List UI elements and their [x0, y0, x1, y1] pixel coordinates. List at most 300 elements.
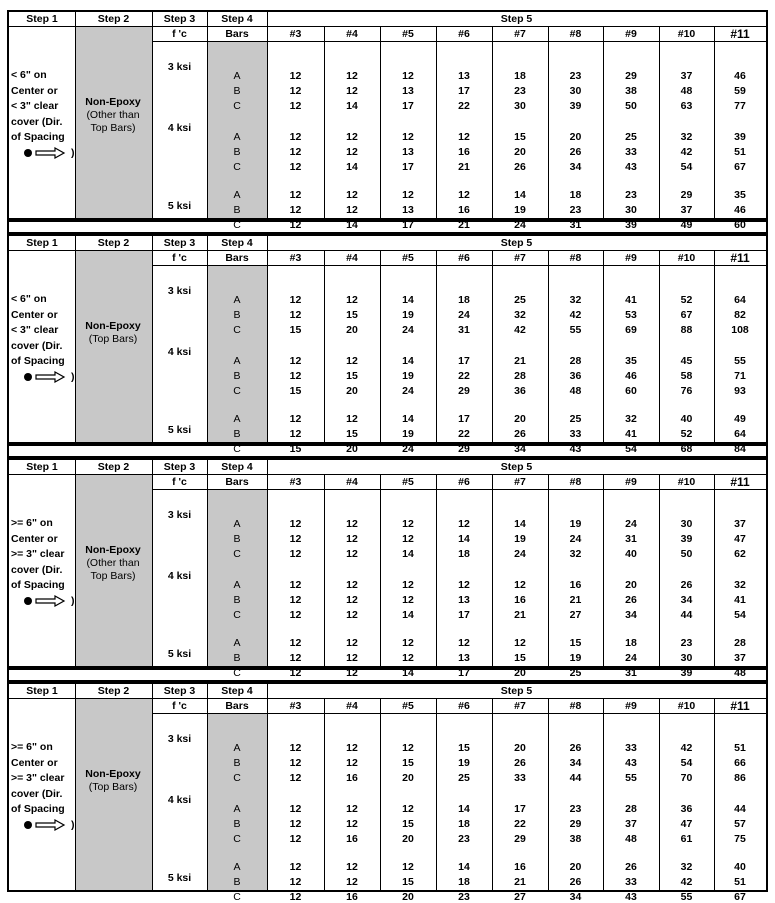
table-cell: 12: [346, 742, 358, 754]
table-section: [7, 458, 768, 679]
table-cell: 75: [734, 833, 746, 845]
table-cell: 15: [402, 818, 414, 830]
table-cell: 30: [514, 100, 526, 112]
table-cell: 13: [402, 204, 414, 216]
column-divider: [436, 27, 437, 218]
table-cell: 17: [458, 609, 470, 621]
table-cell: 32: [680, 131, 693, 143]
bar-size-header: #7: [492, 699, 548, 714]
close-paren: ): [71, 818, 75, 831]
table-cell: 14: [402, 667, 414, 679]
table-cell: 12: [346, 70, 358, 82]
table-cell: 86: [734, 772, 746, 784]
table-cell: 14: [402, 355, 414, 367]
table-cell: 32: [514, 309, 526, 321]
step1-line: < 3" clear: [11, 324, 59, 336]
header-step3: Step 3: [152, 684, 207, 699]
step1-line: < 6" on: [11, 69, 47, 81]
table-cell: 62: [734, 548, 746, 560]
bar-size-header: #6: [436, 251, 492, 266]
header-step1: Step 1: [9, 236, 75, 251]
table-cell: 15: [289, 324, 302, 336]
table-cell: 42: [569, 309, 582, 321]
table-cell: 21: [458, 161, 470, 173]
header-step3: Step 3: [152, 12, 207, 27]
table-cell: 42: [680, 146, 693, 158]
step1-line: cover (Dir.: [11, 115, 63, 128]
bar-size-header: #4: [324, 699, 380, 714]
bar-case: C: [233, 385, 241, 397]
bar-case: B: [233, 876, 241, 888]
header-step2: Step 2: [75, 12, 152, 27]
table-cell: 12: [346, 818, 358, 830]
bar-case: C: [233, 324, 241, 336]
step1-line: of Spacing: [11, 803, 65, 815]
table-cell: 15: [346, 428, 358, 440]
table-cell: 48: [569, 385, 582, 397]
step1-line: Center or: [11, 84, 58, 97]
table-cell: 12: [346, 131, 358, 143]
table-cell: 43: [569, 443, 582, 455]
table-cell: 12: [289, 294, 302, 306]
table-cell: 20: [569, 131, 582, 143]
table-cell: 28: [569, 355, 582, 367]
table-cell: 23: [514, 85, 526, 97]
table-cell: 12: [346, 533, 358, 545]
table-cell: 18: [458, 294, 470, 306]
table-cell: 17: [458, 355, 470, 367]
table-cell: 23: [458, 833, 470, 845]
table-cell: 20: [514, 413, 526, 425]
step1-line: of Spacing: [11, 131, 65, 143]
table-cell: 12: [458, 579, 470, 591]
table-cell: 12: [402, 70, 414, 82]
bar-size-header: #4: [324, 475, 380, 490]
column-divider: [207, 12, 208, 218]
column-divider: [267, 684, 268, 890]
table-cell: 32: [625, 413, 637, 425]
bar-case: C: [233, 833, 241, 845]
bar-type-label: Non-Epoxy: [85, 320, 141, 332]
column-divider: [152, 460, 153, 666]
table-cell: 42: [680, 876, 693, 888]
bar-case: B: [233, 594, 241, 606]
step2-shade: [75, 251, 152, 442]
table-cell: 14: [346, 219, 358, 231]
bar-size-header: #8: [548, 475, 603, 490]
bar-size-header: #10: [659, 475, 714, 490]
table-cell: 55: [625, 772, 637, 784]
close-paren: ): [71, 370, 75, 383]
table-cell: 64: [734, 428, 746, 440]
table-cell: 28: [625, 803, 637, 815]
column-divider: [436, 475, 437, 666]
table-cell: 20: [402, 772, 414, 784]
spacing-direction-line: [11, 594, 75, 610]
table-cell: 70: [680, 772, 693, 784]
table-cell: 12: [289, 772, 302, 784]
table-cell: 12: [514, 579, 526, 591]
bar-case: B: [233, 146, 241, 158]
bar-type-note: Top Bars): [90, 122, 136, 134]
column-divider: [492, 251, 493, 442]
bar-size-header: #9: [603, 27, 659, 42]
header-step5: Step 5: [267, 460, 766, 475]
step1-line: Center or: [11, 308, 58, 321]
table-cell: 37: [625, 818, 637, 830]
table-cell: 31: [569, 219, 582, 231]
table-cell: 48: [734, 667, 746, 679]
table-cell: 54: [680, 757, 693, 769]
bar-type-label: Non-Epoxy: [85, 96, 141, 108]
spacing-direction-arrow-icon: [23, 371, 71, 383]
column-divider: [714, 27, 715, 218]
table-cell: 13: [458, 70, 470, 82]
table-cell: 12: [346, 594, 358, 606]
bar-case: C: [233, 609, 241, 621]
table-cell: 47: [734, 533, 746, 545]
bar-size-header: #7: [492, 27, 548, 42]
table-cell: 16: [569, 579, 582, 591]
table-cell: 31: [625, 667, 637, 679]
bar-size-header: #4: [324, 251, 380, 266]
table-cell: 21: [514, 355, 526, 367]
bar-case: A: [233, 189, 241, 201]
table-cell: 12: [346, 667, 358, 679]
bar-size-header: #9: [603, 699, 659, 714]
table-cell: 14: [458, 803, 470, 815]
step2-bar-type: [75, 544, 151, 583]
table-cell: 33: [625, 876, 637, 888]
table-cell: 14: [458, 533, 470, 545]
column-divider: [714, 475, 715, 666]
table-cell: 12: [289, 370, 302, 382]
table-cell: 48: [680, 85, 693, 97]
header-step2: Step 2: [75, 460, 152, 475]
table-cell: 54: [734, 609, 746, 621]
concrete-strength: 4 ksi: [167, 346, 192, 358]
table-cell: 82: [734, 309, 746, 321]
column-divider: [324, 475, 325, 666]
table-cell: 40: [680, 413, 693, 425]
step1-line: cover (Dir.: [11, 563, 63, 576]
bar-case: C: [233, 772, 241, 784]
table-cell: 66: [734, 757, 746, 769]
table-cell: 51: [734, 876, 746, 888]
column-divider: [267, 12, 268, 218]
column-divider: [603, 699, 604, 890]
column-divider: [267, 460, 268, 666]
table-cell: 34: [625, 609, 637, 621]
table-cell: 15: [346, 370, 358, 382]
header-step1: Step 1: [9, 684, 75, 699]
table-cell: 33: [625, 742, 637, 754]
table-cell: 44: [734, 803, 746, 815]
table-cell: 39: [625, 219, 637, 231]
table-cell: 16: [514, 594, 526, 606]
table-cell: 18: [625, 637, 637, 649]
table-cell: 29: [680, 189, 693, 201]
table-cell: 12: [289, 355, 302, 367]
table-cell: 34: [569, 891, 582, 903]
table-cell: 12: [289, 548, 302, 560]
table-cell: 69: [625, 324, 637, 336]
bar-size-header: #3: [267, 27, 324, 42]
header-step4: Step 4: [207, 12, 267, 27]
table-cell: 17: [458, 413, 470, 425]
table-cell: 12: [289, 594, 302, 606]
bar-case: A: [233, 861, 241, 873]
step1-line: >= 6" on: [11, 741, 53, 753]
table-cell: 22: [458, 100, 470, 112]
subheader-bars: Bars: [207, 699, 267, 714]
bar-case: B: [233, 757, 241, 769]
spacing-direction-arrow-icon: [23, 595, 71, 607]
table-cell: 42: [514, 324, 526, 336]
table-cell: 12: [402, 131, 414, 143]
bar-case: B: [233, 533, 241, 545]
table-cell: 20: [569, 861, 582, 873]
table-cell: 43: [625, 161, 637, 173]
table-cell: 30: [625, 204, 637, 216]
table-cell: 22: [514, 818, 526, 830]
table-cell: 29: [458, 443, 470, 455]
table-cell: 24: [402, 324, 414, 336]
table-cell: 31: [625, 533, 637, 545]
table-cell: 12: [346, 355, 358, 367]
table-cell: 12: [289, 100, 302, 112]
table-cell: 41: [734, 594, 746, 606]
table-cell: 54: [680, 161, 693, 173]
table-cell: 12: [458, 189, 470, 201]
table-cell: 18: [458, 818, 470, 830]
bar-case: A: [233, 742, 241, 754]
table-cell: 17: [402, 100, 414, 112]
column-divider: [324, 251, 325, 442]
table-cell: 26: [569, 146, 582, 158]
table-cell: 12: [289, 637, 302, 649]
table-cell: 68: [680, 443, 693, 455]
step1-line: < 6" on: [11, 293, 47, 305]
bar-case: A: [233, 355, 241, 367]
table-cell: 12: [346, 803, 358, 815]
subheader-fc: f 'c: [152, 27, 207, 42]
header-step5: Step 5: [267, 684, 766, 699]
column-divider: [380, 699, 381, 890]
table-cell: 63: [680, 100, 693, 112]
table-cell: 50: [680, 548, 693, 560]
table-cell: 18: [458, 876, 470, 888]
table-cell: 24: [402, 385, 414, 397]
table-cell: 26: [569, 876, 582, 888]
table-cell: 88: [680, 324, 693, 336]
header-step5: Step 5: [267, 236, 766, 251]
column-divider: [548, 475, 549, 666]
header-step5: Step 5: [267, 12, 766, 27]
bar-size-header: #6: [436, 27, 492, 42]
table-cell: 48: [625, 833, 637, 845]
table-cell: 46: [734, 204, 746, 216]
bar-case: C: [233, 100, 241, 112]
table-cell: 13: [458, 594, 470, 606]
table-cell: 26: [514, 161, 526, 173]
table-cell: 25: [514, 294, 526, 306]
step2-bar-type: [75, 96, 151, 135]
step1-condition: [11, 68, 75, 161]
table-cell: 43: [625, 757, 637, 769]
table-cell: 51: [734, 146, 746, 158]
header-step1: Step 1: [9, 460, 75, 475]
table-cell: 54: [625, 443, 637, 455]
table-cell: 12: [346, 518, 358, 530]
step2-shade: [75, 699, 152, 890]
bar-type-note: Top Bars): [90, 570, 136, 582]
table-cell: 12: [346, 609, 358, 621]
table-cell: 19: [402, 309, 414, 321]
table-cell: 12: [289, 204, 302, 216]
table-cell: 25: [569, 413, 582, 425]
table-cell: 30: [680, 518, 693, 530]
table-cell: 12: [289, 533, 302, 545]
table-cell: 32: [680, 861, 693, 873]
table-cell: 18: [458, 548, 470, 560]
bar-type-label: Non-Epoxy: [85, 768, 141, 780]
table-cell: 58: [680, 370, 693, 382]
concrete-strength: 3 ksi: [167, 509, 192, 521]
table-cell: 84: [734, 443, 746, 455]
table-cell: 29: [458, 385, 470, 397]
table-cell: 19: [569, 652, 582, 664]
table-cell: 20: [625, 579, 637, 591]
table-cell: 25: [458, 772, 470, 784]
table-cell: 23: [625, 189, 637, 201]
bar-case: A: [233, 579, 241, 591]
bar-case: A: [233, 413, 241, 425]
table-cell: 12: [346, 548, 358, 560]
table-cell: 12: [289, 833, 302, 845]
bar-type-label: Non-Epoxy: [85, 544, 141, 556]
table-cell: 12: [289, 652, 302, 664]
table-cell: 12: [458, 518, 470, 530]
table-cell: 64: [734, 294, 746, 306]
table-cell: 12: [289, 742, 302, 754]
table-cell: 12: [346, 579, 358, 591]
table-cell: 12: [289, 667, 302, 679]
table-cell: 67: [734, 161, 746, 173]
header-step1: Step 1: [9, 12, 75, 27]
table-cell: 26: [514, 757, 526, 769]
table-cell: 14: [402, 548, 414, 560]
table-cell: 20: [514, 742, 526, 754]
table-cell: 12: [289, 85, 302, 97]
bar-case: B: [233, 309, 241, 321]
table-cell: 14: [346, 161, 358, 173]
step2-bar-type: [75, 320, 151, 346]
table-cell: 57: [734, 818, 746, 830]
bar-case: A: [233, 518, 241, 530]
table-cell: 12: [346, 413, 358, 425]
bar-case: B: [233, 652, 241, 664]
header-step4: Step 4: [207, 236, 267, 251]
bar-size-header: #10: [659, 251, 714, 266]
table-cell: 12: [346, 757, 358, 769]
table-cell: 37: [680, 70, 693, 82]
table-cell: 37: [734, 652, 746, 664]
table-cell: 15: [514, 131, 526, 143]
bar-case: C: [233, 548, 241, 560]
table-cell: 25: [569, 667, 582, 679]
column-divider: [714, 251, 715, 442]
table-cell: 12: [346, 637, 358, 649]
table-cell: 12: [346, 85, 358, 97]
bar-size-header: #4: [324, 27, 380, 42]
table-cell: 19: [402, 428, 414, 440]
table-cell: 12: [289, 161, 302, 173]
table-cell: 108: [731, 324, 749, 336]
table-cell: 12: [289, 876, 302, 888]
table-cell: 15: [346, 309, 358, 321]
bar-case: A: [233, 131, 241, 143]
table-cell: 26: [569, 742, 582, 754]
table-cell: 14: [458, 861, 470, 873]
spacing-direction-line: [11, 818, 75, 834]
bar-case: B: [233, 428, 241, 440]
bar-case: B: [233, 204, 241, 216]
table-cell: 39: [680, 533, 693, 545]
table-cell: 28: [734, 637, 746, 649]
table-section: [7, 10, 768, 231]
bar-size-header: #6: [436, 475, 492, 490]
table-cell: 37: [680, 204, 693, 216]
table-cell: 12: [289, 309, 302, 321]
step1-condition: [11, 516, 75, 609]
table-cell: 39: [734, 131, 746, 143]
column-divider: [659, 251, 660, 442]
bar-case: B: [233, 818, 241, 830]
table-cell: 28: [514, 370, 526, 382]
column-divider: [659, 699, 660, 890]
bar-case: A: [233, 70, 241, 82]
table-cell: 36: [680, 803, 693, 815]
step2-bar-type: [75, 768, 151, 794]
step1-line: >= 3" clear: [11, 772, 65, 784]
table-cell: 42: [680, 742, 693, 754]
table-cell: 52: [680, 428, 693, 440]
bar-size-header: #5: [380, 475, 436, 490]
bar-size-header: #3: [267, 251, 324, 266]
table-cell: 26: [680, 579, 693, 591]
table-cell: 12: [346, 861, 358, 873]
table-cell: 23: [680, 637, 693, 649]
table-cell: 29: [514, 833, 526, 845]
table-cell: 35: [625, 355, 637, 367]
table-cell: 38: [569, 833, 582, 845]
table-cell: 60: [625, 385, 637, 397]
table-cell: 49: [734, 413, 746, 425]
table-cell: 23: [569, 204, 582, 216]
table-cell: 50: [625, 100, 637, 112]
bar-size-header: #9: [603, 475, 659, 490]
table-cell: 16: [346, 772, 358, 784]
table-cell: 93: [734, 385, 746, 397]
table-cell: 12: [402, 518, 414, 530]
column-divider: [548, 699, 549, 890]
bar-size-header: #7: [492, 475, 548, 490]
table-cell: 12: [289, 861, 302, 873]
bar-size-header: #3: [267, 475, 324, 490]
table-cell: 21: [514, 876, 526, 888]
table-cell: 61: [680, 833, 693, 845]
